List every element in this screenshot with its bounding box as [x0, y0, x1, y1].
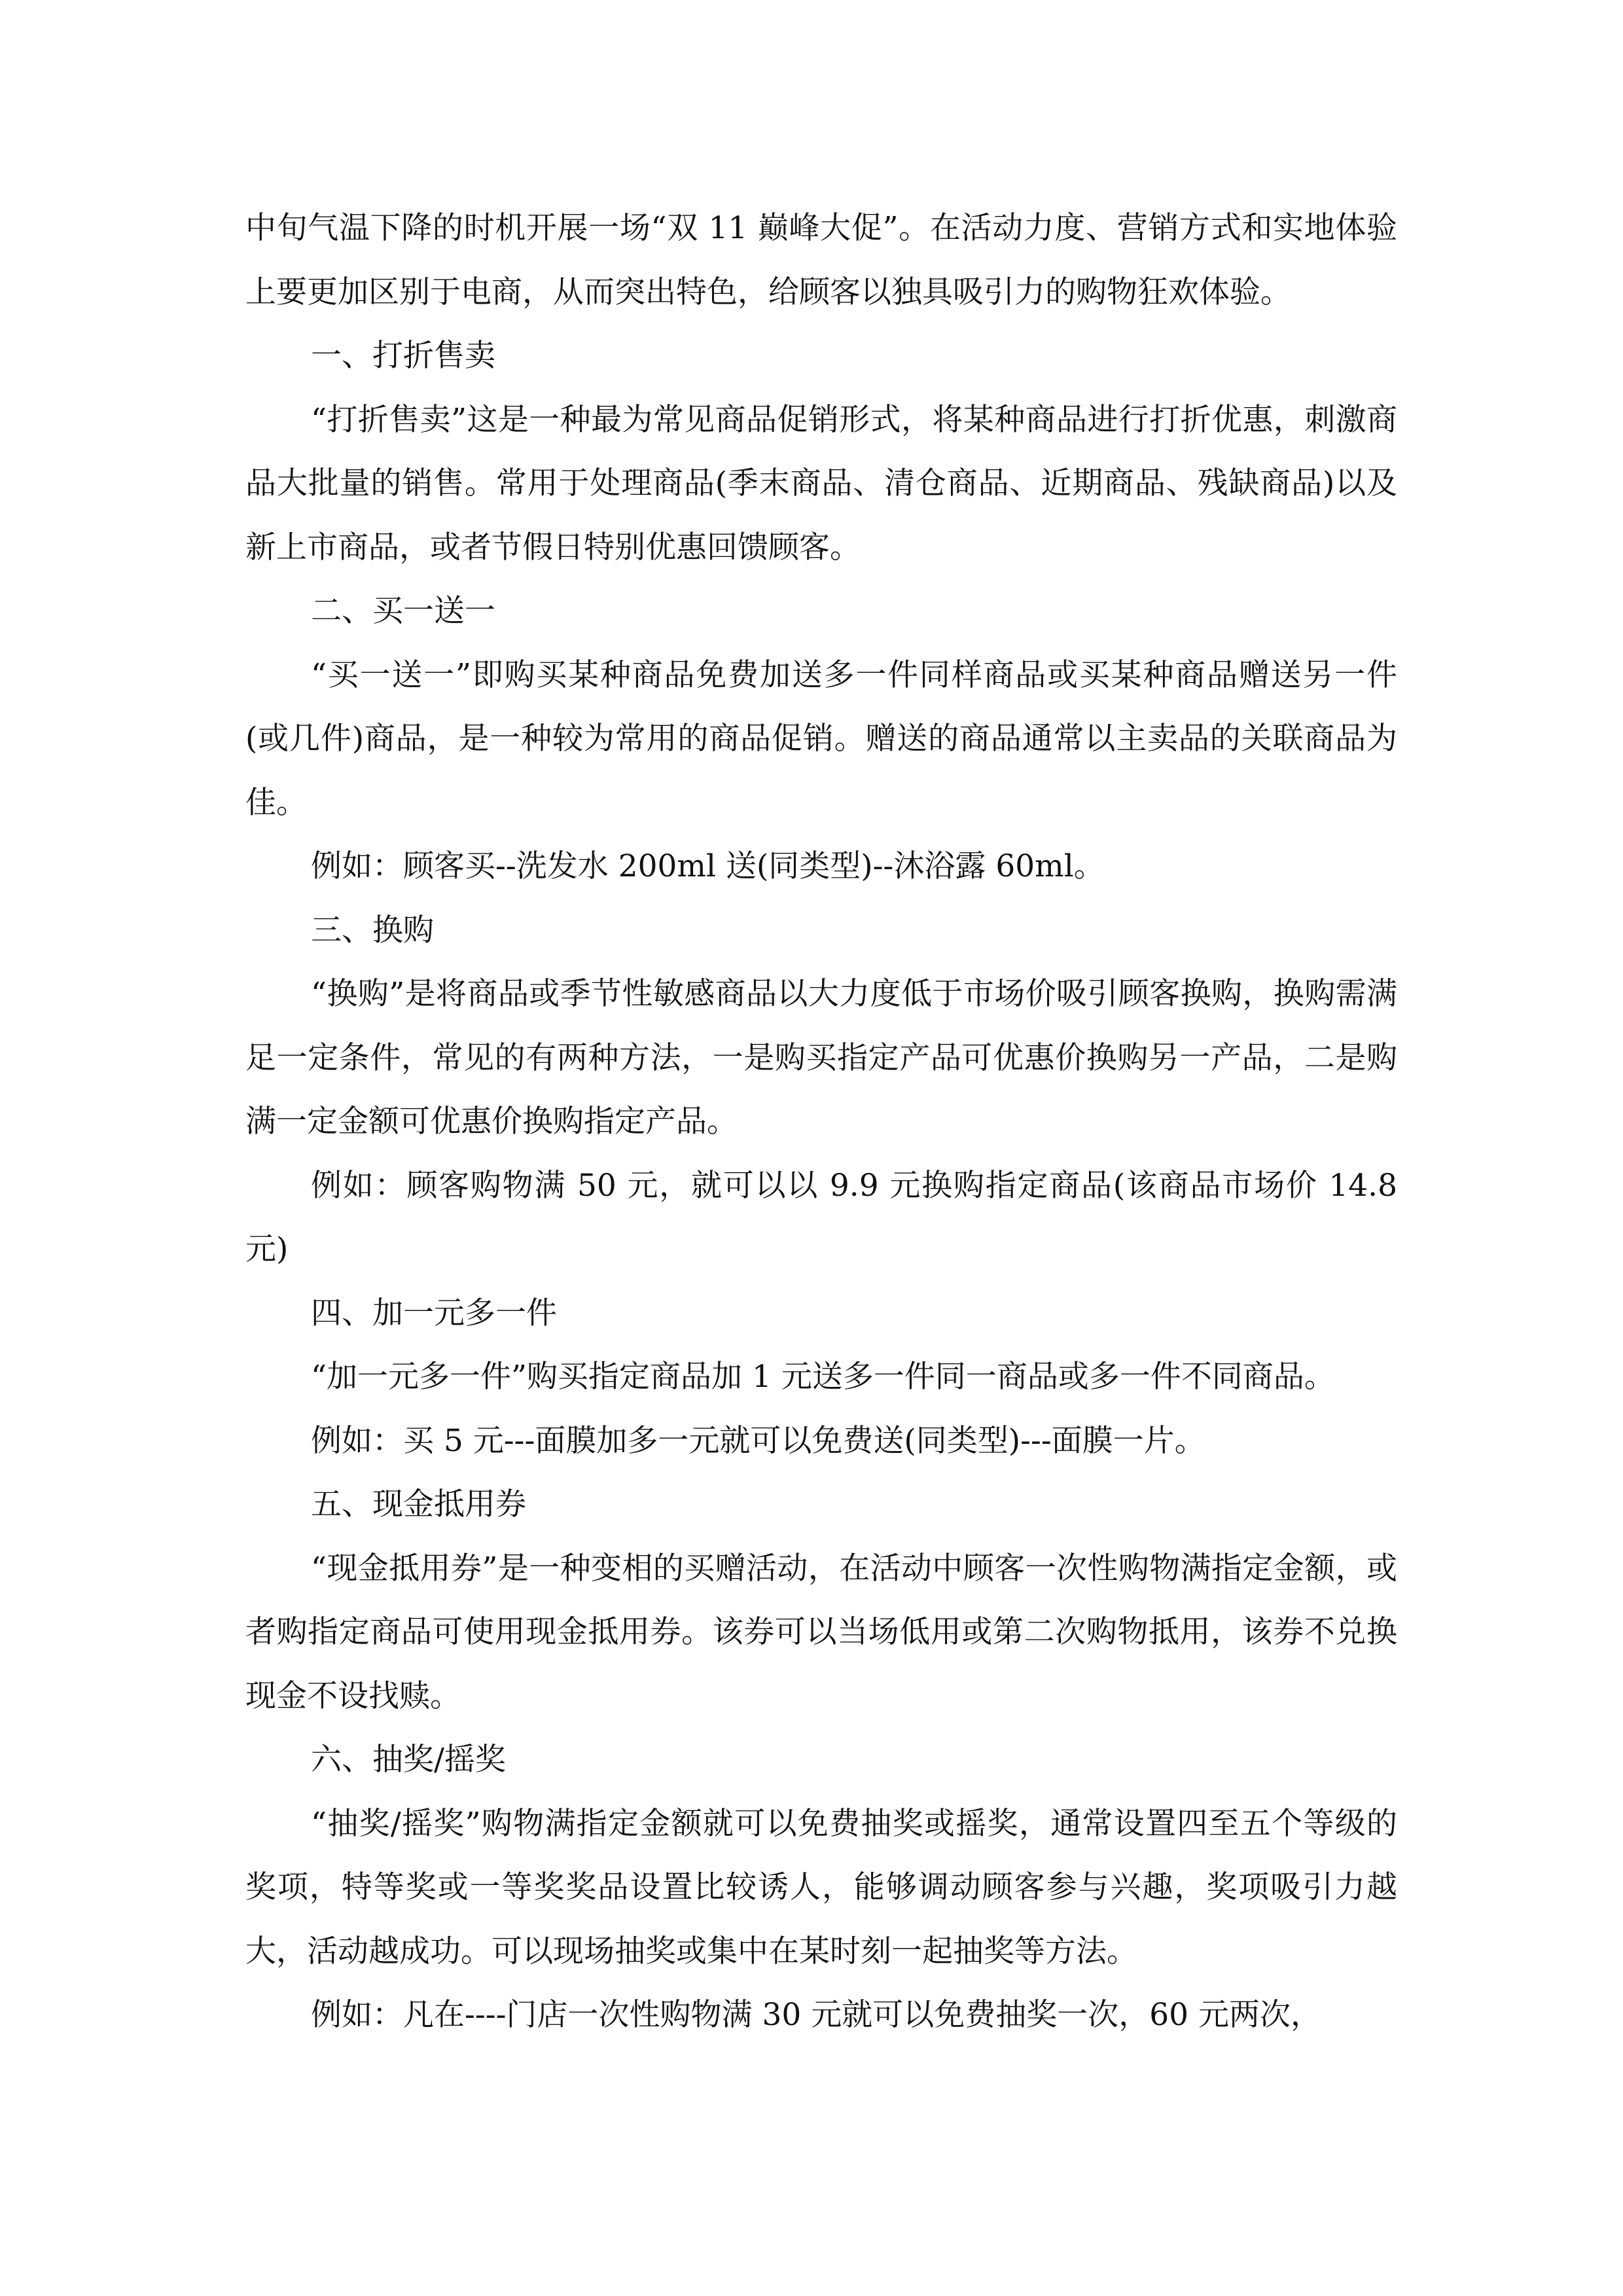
intro-paragraph: 中旬气温下降的时机开展一场“双 11 巅峰大促”。在活动力度、营销方式和实地体验上要更加区别于电商，从而突出特色，给顾客以独具吸引力的购物狂欢体验。	[245, 210, 1397, 310]
paragraph-exchange: “换购”是将商品或季节性敏感商品以大力度低于市场价吸引顾客换购，换购需满足一定条件，常见的有两种方法，一是购买指定产品可优惠价换购另一产品，二是购满一定金额可优惠价换购指定产品。	[245, 976, 1397, 1139]
paragraph-buy-one-get-one: “买一送一”即购买某种商品免费加送多一件同样商品或买某种商品赠送另一件(或几件)商品，是一种较为常用的商品促销。赠送的商品通常以主卖品的关联商品为佳。	[245, 656, 1397, 821]
paragraph-lottery: “抽奖/摇奖”购物满指定金额就可以免费抽奖或摇奖，通常设置四至五个等级的奖项，特等奖或一等奖奖品设置比较诱人，能够调动顾客参与兴趣，奖项吸引力越大，活动越成功。可以现场抽奖或集中在某时刻一起抽奖等方法。	[245, 1805, 1397, 1969]
section-heading-exchange: 三、换购	[311, 912, 434, 948]
example-exchange: 例如：顾客购物满 50 元，就可以以 9.9 元换购指定商品(该商品市场价 14.8 元)	[245, 1167, 1397, 1267]
paragraph-discount: “打折售卖”这是一种最为常见商品促销形式，将某种商品进行打折优惠，刺激商品大批量的销售。常用于处理商品(季末商品、清仓商品、近期商品、残缺商品)以及新上市商品，或者节假日特别优惠回馈顾客。	[245, 401, 1397, 565]
example-add-one-yuan: 例如：买 5 元---面膜加多一元就可以免费送(同类型)---面膜一片。	[311, 1422, 1205, 1459]
section-heading-cash-voucher: 五、现金抵用券	[311, 1486, 526, 1522]
section-heading-buy-one-get-one: 二、买一送一	[311, 593, 495, 629]
document-page	[245, 196, 1397, 2047]
paragraph-cash-voucher: “现金抵用券”是一种变相的买赠活动，在活动中顾客一次性购物满指定金额，或者购指定商品可使用现金抵用券。该券可以当场低用或第二次购物抵用，该券不兑换现金不设找赎。	[245, 1550, 1397, 1714]
example-lottery: 例如：凡在----门店一次性购物满 30 元就可以免费抽奖一次，60 元两次，	[311, 1997, 1321, 2033]
section-heading-lottery: 六、抽奖/摇奖	[311, 1742, 506, 1778]
section-heading-add-one-yuan: 四、加一元多一件	[311, 1295, 557, 1331]
section-heading-discount: 一、打折售卖	[311, 338, 495, 374]
example-buy-one-get-one: 例如：顾客买--洗发水 200ml 送(同类型)--沐浴露 60ml。	[311, 848, 1105, 884]
paragraph-add-one-yuan: “加一元多一件”购买指定商品加 1 元送多一件同一商品或多一件不同商品。	[311, 1359, 1335, 1395]
